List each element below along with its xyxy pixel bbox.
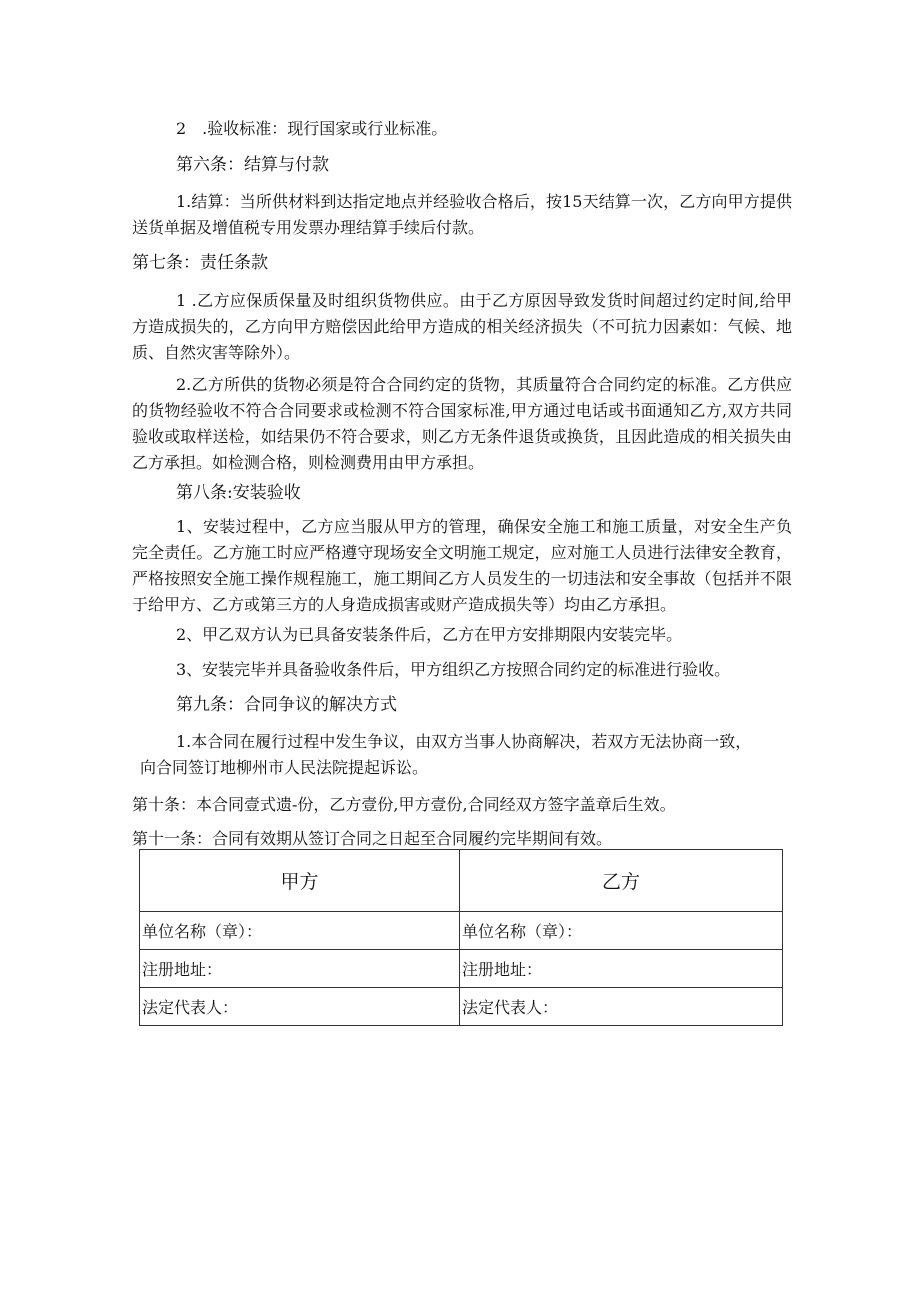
signature-table	[139, 849, 783, 1026]
party-b-legal-rep: 法定代表人：	[460, 988, 783, 1026]
signature-table-header	[140, 850, 783, 912]
article-7-paragraph-1: 1 .乙方应保质保量及时组织货物供应。由于乙方原因导致发货时间超过约定时间,给甲方造成损失的，乙方向甲方赔偿因此给甲方造成的相关经济损失（不可抗力因素如：气候、地质、自然灾害等除外）。	[132, 291, 792, 362]
acceptance-standard-item: 2 .验收标准：现行国家或行业标准。	[176, 119, 448, 138]
party-b-address: 注册地址：	[460, 950, 783, 988]
article-10: 第十条：本合同壹式遗-份，乙方壹份,甲方壹份,合同经双方签字盖章后生效。	[132, 795, 676, 814]
party-a-header: 甲方	[140, 850, 460, 912]
article-9-title: 第九条：合同争议的解决方式	[176, 695, 397, 715]
article-8-paragraph-2: 2、甲乙双方认为已具备安装条件后，乙方在甲方安排期限内安装完毕。	[176, 625, 683, 644]
article-9-paragraph-1-line-1: 1.本合同在履行过程中发生争议，由双方当事人协商解决，若双方无法协商一致，	[176, 732, 752, 751]
party-a-company-name: 单位名称（章）：	[140, 912, 460, 950]
article-8-paragraph-3: 3、安装完毕并具备验收条件后，甲方组织乙方按照合同约定的标准进行验收。	[176, 660, 731, 679]
party-b-company-name: 单位名称（章）：	[460, 912, 783, 950]
table-row	[140, 988, 783, 1026]
article-9-paragraph-1-line-2: 向合同签订地柳州市人民法院提起诉讼。	[140, 758, 429, 777]
article-6-title: 第六条：结算与付款	[176, 155, 329, 175]
table-row	[140, 912, 783, 950]
article-11: 第十一条：合同有效期从签订合同之日起至合同履约完毕期间有效。	[132, 829, 613, 848]
party-a-legal-rep: 法定代表人：	[140, 988, 460, 1026]
table-row	[140, 950, 783, 988]
article-7-title: 第七条：责任条款	[132, 253, 268, 273]
party-a-address: 注册地址：	[140, 950, 460, 988]
article-7-paragraph-2: 2.乙方所供的货物必须是符合合同约定的货物，其质量符合合同约定的标准。乙方供应的货物经验收不符合合同要求或检测不符合国家标准,甲方通过电话或书面通知乙方,双方共同验收或取样送检，如结果仍不符合要求，则乙方无条件退货或换货，且因此造成的相关损失由乙方承担。如检测合格，则检测费用由甲方承担。	[132, 375, 792, 472]
article-8-title: 第八条:安装验收	[176, 483, 301, 503]
article-8-paragraph-1: 1、安装过程中，乙方应当服从甲方的管理，确保安全施工和施工质量，对安全生产负完全责任。乙方施工时应严格遵守现场安全文明施工规定，应对施工人员进行法律安全教育，严格按照安全施工操作规程施工，施工期间乙方人员发生的一切违法和安全事故（包括并不限于给甲方、乙方或第三方的人身造成损害或财产造成损失等）均由乙方承担。	[132, 517, 792, 614]
party-b-header: 乙方	[460, 850, 783, 912]
article-6-paragraph-1: 1.结算：当所供材料到达指定地点并经验收合格后，按15天结算一次，乙方向甲方提供送货单据及增值税专用发票办理结算手续后付款。	[132, 192, 792, 237]
